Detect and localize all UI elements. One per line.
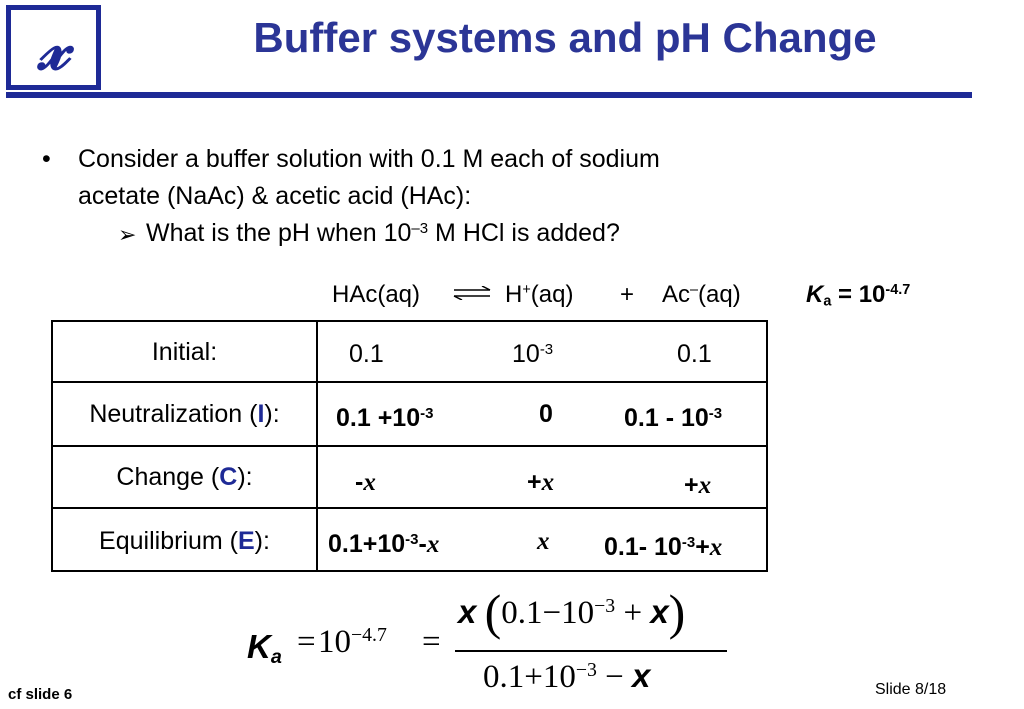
eq-ka-symbol: K — [247, 628, 271, 665]
den-x: x — [632, 657, 651, 694]
row-label-neutralization — [53, 400, 316, 429]
equilibrium-h — [537, 527, 550, 556]
change-hac-var: x — [363, 469, 376, 496]
initial-hac: 0.1 — [349, 340, 384, 368]
neut-hac-base: 0.1 +10 — [336, 404, 421, 432]
initial-h-exp: -3 — [539, 340, 554, 358]
eq-hac-base: 0.1+10 — [328, 530, 406, 558]
initial-h-base: 10 — [512, 340, 540, 368]
table-row-divider — [51, 445, 768, 447]
neut-ac-exp: -3 — [708, 404, 723, 422]
change-h-var: x — [541, 469, 555, 496]
num-plus: + — [615, 595, 651, 631]
product-ac-ion — [662, 281, 741, 309]
cross-reference-note: cf slide 6 — [8, 686, 73, 703]
label-letter-e: E — [237, 527, 255, 555]
h-charge: + — [522, 282, 531, 299]
eq-ac-op: + — [695, 533, 710, 561]
row-label-change — [53, 463, 316, 492]
den-exponent: −3 — [575, 659, 597, 682]
logo-x-icon: 𝓍 — [38, 11, 69, 83]
equation-equals: = — [297, 624, 316, 660]
neutralization-hac — [336, 404, 433, 433]
power-exponent: −4.7 — [351, 624, 387, 647]
label-letter-i: I — [257, 400, 265, 428]
question-pre: What is the pH when 10 — [146, 219, 412, 247]
label-pre: Change ( — [116, 463, 220, 491]
neutralization-h: 0 — [539, 400, 553, 428]
equilibrium-ac — [604, 533, 722, 562]
change-ac-sign: + — [684, 471, 699, 499]
equation-equals: = — [422, 624, 441, 660]
ka-exponent: -4.7 — [885, 282, 911, 299]
eq-ka-subscript: a — [270, 645, 282, 668]
ka-value — [806, 281, 910, 309]
bullet-marker: • — [42, 145, 51, 173]
sub-bullet-question — [146, 219, 620, 248]
label-pre: Equilibrium ( — [99, 527, 238, 555]
num-x: x — [650, 593, 669, 630]
den-body: 0.1+10 — [483, 659, 576, 695]
question-exponent: –3 — [411, 219, 429, 237]
slide-title: Buffer systems and pH Change — [253, 14, 877, 61]
ac-state: (aq) — [698, 281, 741, 308]
fraction-denominator — [483, 657, 650, 696]
change-hac — [355, 468, 376, 497]
eq-hac-op: - — [418, 530, 427, 558]
fraction-bar — [455, 650, 727, 652]
question-post: M HCl is added? — [428, 219, 620, 247]
bullet-text-line1: Consider a buffer solution with 0.1 M each of sodium — [78, 145, 660, 173]
change-ac — [684, 471, 711, 500]
num-open-paren: ( — [484, 584, 502, 640]
ac-symbol: Ac — [662, 281, 691, 308]
change-h-sign: + — [527, 468, 542, 496]
den-minus: − — [596, 659, 633, 695]
label-pre: Neutralization ( — [89, 400, 258, 428]
ka-symbol: K — [806, 281, 824, 308]
h-state: (aq) — [530, 281, 574, 308]
table-row-divider — [51, 381, 768, 383]
num-x: x — [458, 593, 477, 630]
eq-ac-base: 0.1- 10 — [604, 533, 682, 561]
label-post: ): — [264, 400, 280, 428]
eq-ac-var: x — [709, 534, 723, 561]
equation-ka — [247, 628, 282, 666]
change-ac-var: x — [698, 472, 712, 499]
reactant-hac: HAc(aq) — [332, 281, 421, 308]
equation-power — [318, 624, 387, 661]
reaction-plus: + — [620, 281, 635, 308]
neutralization-ac — [624, 404, 722, 433]
initial-ac: 0.1 — [677, 340, 712, 368]
neut-ac-base: 0.1 - 10 — [624, 404, 709, 432]
ka-subscript: a — [823, 293, 832, 310]
eq-h-var: x — [537, 528, 550, 555]
label-post: ): — [237, 463, 253, 491]
num-close-paren: ) — [668, 584, 686, 640]
label-post: ): — [254, 527, 270, 555]
num-body: 0.1−10 — [501, 595, 595, 631]
row-label-equilibrium — [53, 527, 316, 556]
title-underline — [6, 92, 972, 98]
eq-hac-var: x — [426, 531, 440, 558]
change-h — [527, 468, 554, 497]
initial-h — [512, 340, 553, 369]
eq-ac-exp: -3 — [681, 533, 696, 551]
num-exponent: −3 — [594, 595, 616, 618]
ka-equals: = 10 — [831, 281, 886, 308]
row-label-initial: Initial: — [151, 338, 218, 366]
neut-hac-exp: -3 — [420, 404, 434, 422]
h-symbol: H — [505, 281, 523, 308]
table-row-divider — [51, 507, 768, 509]
eq-hac-exp: -3 — [405, 530, 419, 548]
ac-charge: – — [690, 282, 699, 299]
fraction-numerator — [458, 583, 685, 641]
bullet-text-line2: acetate (NaAc) & acetic acid (HAc): — [78, 182, 472, 210]
slide-number: Slide 8/18 — [875, 681, 947, 698]
arrow-bullet-icon: ➢ — [118, 222, 137, 247]
change-hac-sign: - — [355, 468, 364, 496]
product-h-ion — [505, 281, 573, 309]
equilibrium-arrows-icon — [452, 286, 492, 300]
label-letter-c: C — [219, 463, 238, 491]
equilibrium-hac — [328, 530, 439, 559]
power-base: 10 — [318, 624, 351, 660]
